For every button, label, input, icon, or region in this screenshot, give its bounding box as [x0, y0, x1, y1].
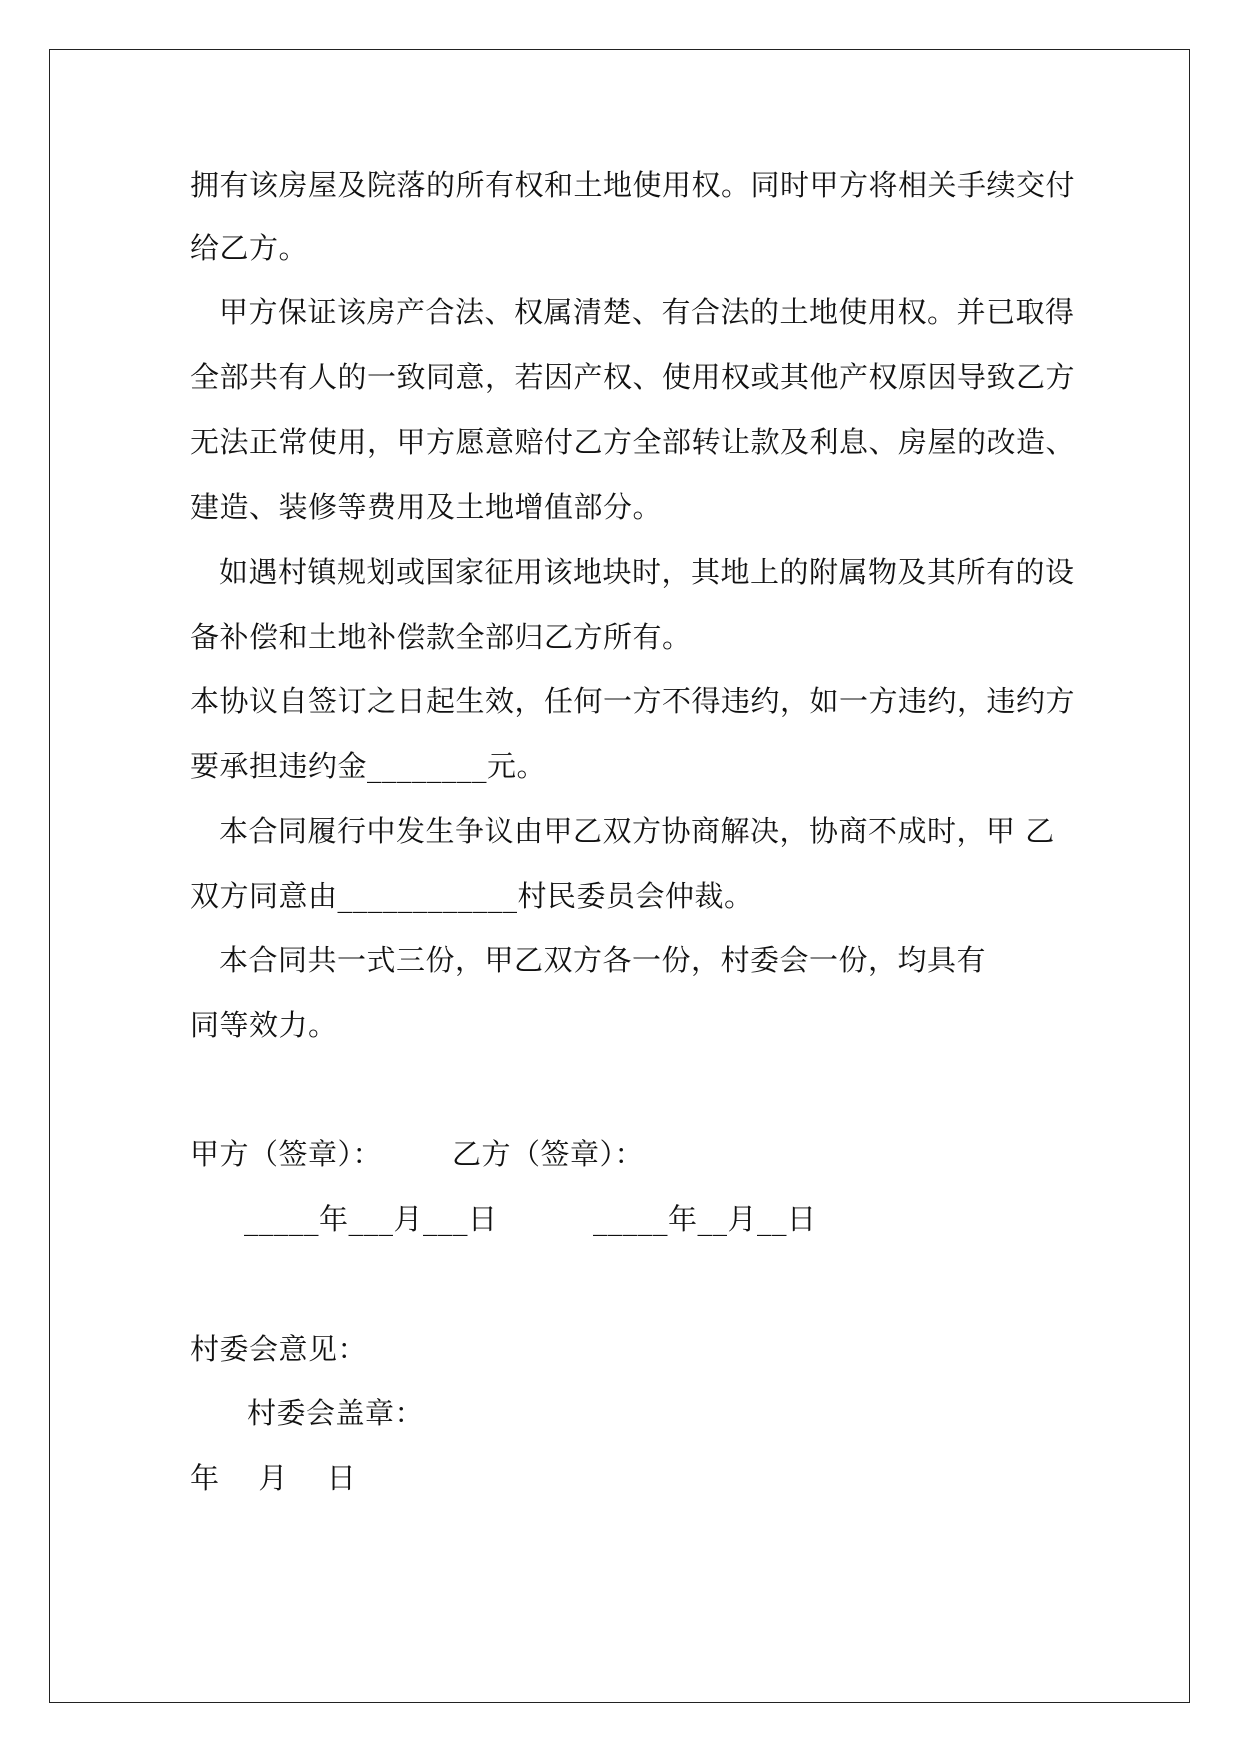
- body-line-1: 拥有该房屋及院落的所有权和土地使用权。同时甲方将相关手续交付: [190, 168, 1076, 202]
- body-line-11: 本合同履行中发生争议由甲乙双方协商解决，协商不成时，甲 乙: [219, 814, 1055, 848]
- body-line-2: 给乙方。: [190, 231, 309, 265]
- body-line-8: 备补偿和土地补偿款全部归乙方所有。: [190, 620, 692, 654]
- body-line-4: 全部共有人的一致同意，若因产权、使用权或其他产权原因导致乙方: [190, 360, 1076, 394]
- body-line-9: 本协议自签订之日起生效，任何一方不得违约，如一方违约，违约方: [190, 684, 1076, 718]
- party-a-date-line: _____年___月___日: [244, 1202, 498, 1236]
- party-b-signature-label: 乙方（签章）：: [452, 1137, 645, 1171]
- body-line-3: 甲方保证该房产合法、权属清楚、有合法的土地使用权。并已取得: [219, 295, 1075, 329]
- body-line-6: 建造、装修等费用及土地增值部分。: [190, 490, 663, 524]
- body-line-12: 双方同意由____________村民委员会仲裁。: [190, 879, 754, 913]
- committee-opinion-label: 村委会意见：: [190, 1332, 368, 1366]
- committee-date-line: 年 月 日: [190, 1461, 357, 1495]
- body-line-14: 同等效力。: [190, 1008, 338, 1042]
- body-line-7: 如遇村镇规划或国家征用该地块时，其地上的附属物及其所有的设: [219, 555, 1075, 589]
- body-line-10: 要承担违约金________元。: [190, 749, 547, 783]
- party-a-signature-label: 甲方（签章）：: [190, 1137, 383, 1171]
- committee-seal-label: 村委会盖章：: [247, 1396, 425, 1430]
- body-line-13: 本合同共一式三份，甲乙双方各一份，村委会一份，均具有: [219, 943, 987, 977]
- party-b-date-line: _____年__月__日: [593, 1202, 817, 1236]
- body-line-5: 无法正常使用，甲方愿意赔付乙方全部转让款及利息、房屋的改造、: [190, 425, 1076, 459]
